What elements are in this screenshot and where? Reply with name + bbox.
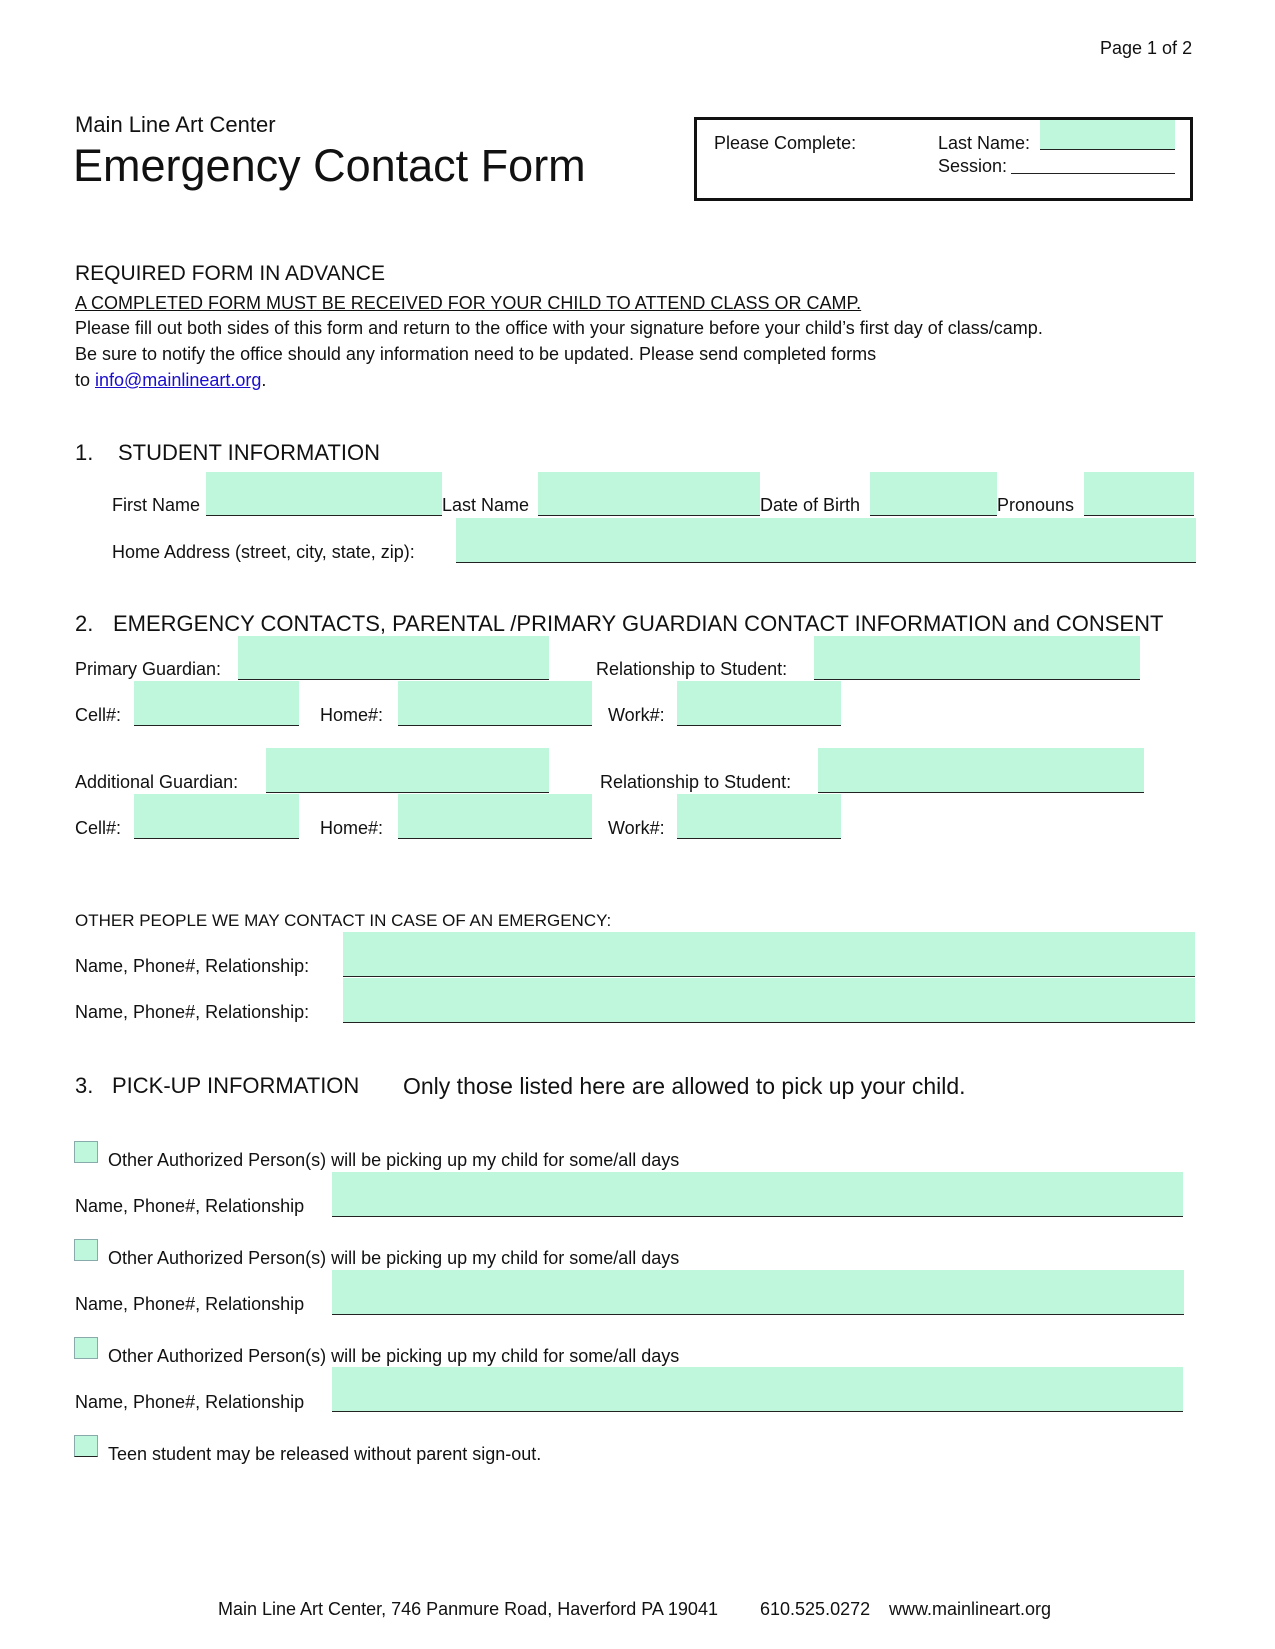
additional-cell-label: Cell#: [75,818,122,838]
complete-box-label: Please Complete: [714,133,857,153]
last-name-input[interactable] [538,472,760,516]
authorized-2-label: Other Authorized Person(s) will be picking up my child for some/all days [108,1248,680,1268]
section-3-number: 3. [75,1073,94,1098]
authorized-1-label: Other Authorized Person(s) will be picking up my child for some/all days [108,1150,680,1170]
other-contact-2-label: Name, Phone#, Relationship: [75,1002,310,1022]
authorized-3-checkbox[interactable] [74,1337,98,1359]
section-3-title: PICK-UP INFORMATION [112,1073,360,1098]
first-name-input[interactable] [206,472,442,516]
page-title: Emergency Contact Form [73,140,586,191]
primary-home-input[interactable] [398,681,592,726]
other-contact-2-input[interactable] [343,978,1195,1023]
primary-cell-input[interactable] [134,681,299,726]
primary-cell-label: Cell#: [75,705,122,725]
primary-home-label: Home#: [320,705,384,725]
additional-guardian-label: Additional Guardian: [75,772,239,792]
footer-website: www.mainlineart.org [889,1599,1052,1619]
address-input[interactable] [456,518,1196,563]
first-name-label: First Name [112,495,201,515]
additional-work-input[interactable] [677,794,841,839]
section-3-subtitle: Only those listed here are allowed to pick up your child. [403,1073,966,1099]
org-name: Main Line Art Center [75,112,276,137]
additional-cell-input[interactable] [134,794,299,839]
additional-guardian-input[interactable] [266,748,549,793]
primary-guardian-input[interactable] [238,636,549,680]
additional-relationship-input[interactable] [818,748,1144,793]
other-contact-1-input[interactable] [343,932,1195,977]
section-1-number: 1. [75,440,94,465]
primary-guardian-label: Primary Guardian: [75,659,222,679]
additional-home-input[interactable] [398,794,592,839]
section-2-title: EMERGENCY CONTACTS, PARENTAL /PRIMARY GUARDIAN CONTACT INFORMATION and CONSENT [113,611,1164,636]
authorized-3-label: Other Authorized Person(s) will be picking up my child for some/all days [108,1346,680,1366]
authorized-2-checkbox[interactable] [74,1239,98,1261]
teen-release-checkbox[interactable] [74,1435,98,1457]
authorized-2-input[interactable] [332,1270,1184,1315]
authorized-3-input[interactable] [332,1367,1183,1412]
intro-line-3-suffix: . [261,370,267,390]
primary-work-input[interactable] [677,681,841,726]
other-contacts-heading: OTHER PEOPLE WE MAY CONTACT IN CASE OF AN EMERGENCY: [75,911,612,930]
required-heading: REQUIRED FORM IN ADVANCE [75,262,385,285]
authorized-2-npr-label: Name, Phone#, Relationship [75,1294,305,1314]
pronouns-label: Pronouns [997,495,1075,515]
additional-home-label: Home#: [320,818,384,838]
other-contact-1-label: Name, Phone#, Relationship: [75,956,310,976]
additional-work-label: Work#: [608,818,665,838]
box-last-name-label: Last Name: [938,133,1031,153]
primary-relationship-input[interactable] [814,636,1140,680]
intro-line-3-prefix: to [75,370,96,390]
email-link[interactable]: info@mainlineart.org [95,370,262,390]
intro-line-1: Please fill out both sides of this form and return to the office with your signature before your child’s first day of class/camp. [75,318,1043,338]
authorized-1-input[interactable] [332,1172,1183,1217]
last-name-label: Last Name [442,495,530,515]
section-1-title: STUDENT INFORMATION [118,440,380,465]
footer-address: Main Line Art Center, 746 Panmure Road, Haverford PA 19041 [218,1599,718,1619]
footer-phone: 610.525.0272 [760,1599,871,1619]
additional-relationship-label: Relationship to Student: [600,772,792,792]
dob-input[interactable] [870,472,997,516]
authorized-1-checkbox[interactable] [74,1141,98,1163]
teen-release-label: Teen student may be released without parent sign-out. [108,1444,542,1464]
pronouns-input[interactable] [1084,472,1194,516]
intro-line-3 [75,370,266,391]
required-notice: A COMPLETED FORM MUST BE RECEIVED FOR YOUR CHILD TO ATTEND CLASS OR CAMP. [75,293,862,313]
primary-relationship-label: Relationship to Student: [596,659,788,679]
box-session-input[interactable] [1011,154,1175,174]
complete-box [694,117,1193,201]
dob-label: Date of Birth [760,495,861,515]
page-indicator: Page 1 of 2 [1100,38,1193,58]
intro-line-2: Be sure to notify the office should any information need to be updated. Please send completed forms [75,344,877,364]
address-label: Home Address (street, city, state, zip): [112,542,415,562]
authorized-3-npr-label: Name, Phone#, Relationship [75,1392,305,1412]
primary-work-label: Work#: [608,705,665,725]
section-2-number: 2. [75,611,94,636]
authorized-1-npr-label: Name, Phone#, Relationship [75,1196,305,1216]
box-last-name-input[interactable] [1040,120,1175,150]
box-session-label: Session: [938,156,1008,176]
